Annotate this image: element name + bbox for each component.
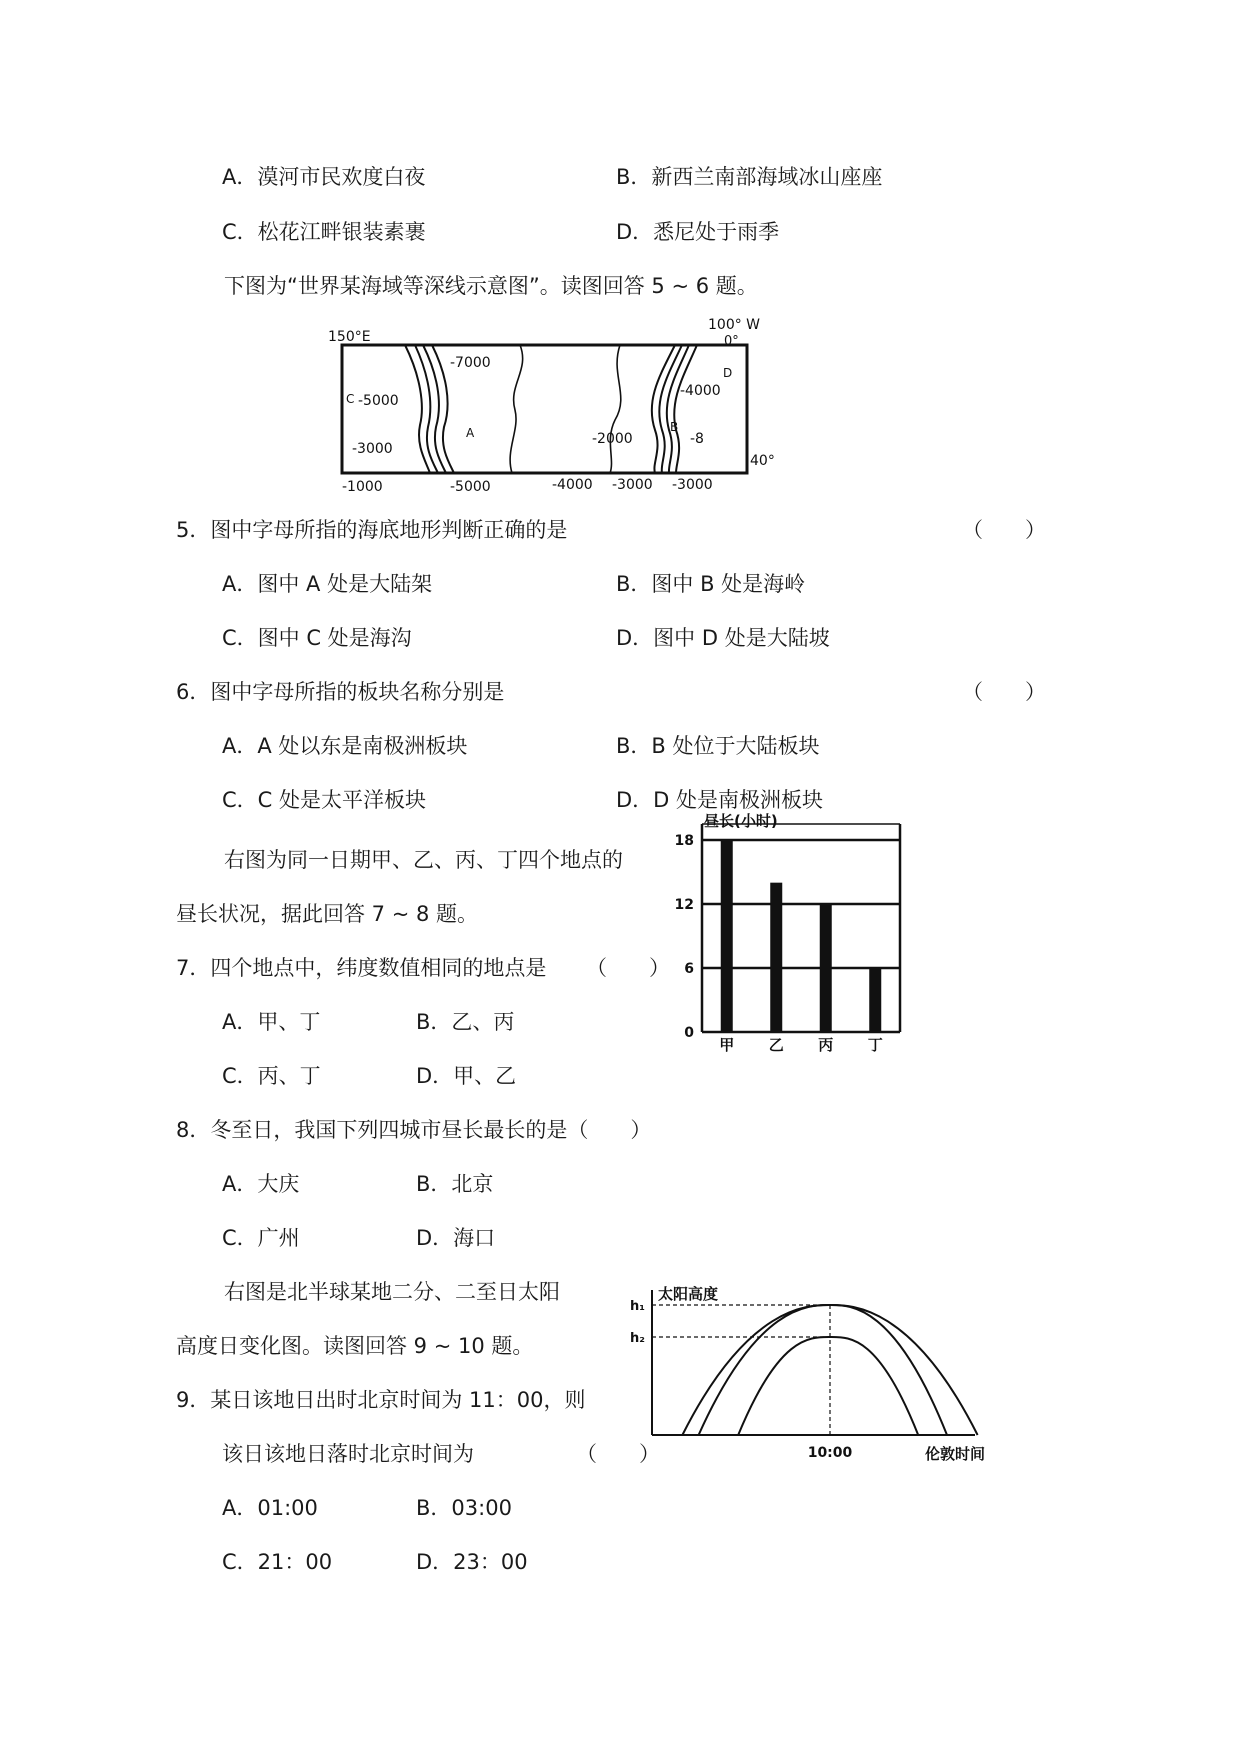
intro-9-10-line2: 高度日变化图。读图回答 9 ~ 10 题。 — [176, 1334, 534, 1358]
depth-contour-map — [320, 315, 775, 495]
q5-stem: 5．图中字母所指的海底地形判断正确的是 — [176, 518, 568, 542]
map-corner-tl-label: 150°E — [328, 329, 371, 345]
contour-label-4000: -4000 — [680, 383, 721, 399]
bottom-label-1: -1000 — [342, 479, 383, 495]
q6-answer-paren: （ ） — [962, 680, 1046, 704]
contour-label-3000: -3000 — [352, 441, 393, 457]
map-letter-a: A — [466, 426, 475, 440]
day-length-bar-chart — [660, 810, 920, 1060]
q6-option-d: D．D 处是南极洲板块 — [616, 788, 824, 812]
sun-chart-xlabel: 伦敦时间 — [925, 1445, 986, 1463]
q7-stem: 7．四个地点中，纬度数值相同的地点是 — [176, 956, 547, 980]
map-corner-br-label: 40° — [750, 453, 775, 469]
q4-option-a: A．漠河市民欢度白夜 — [222, 165, 426, 189]
q7-answer-paren: （ ） — [586, 956, 670, 980]
q6-option-b: B．B 处位于大陆板块 — [616, 734, 820, 758]
bar-1 — [721, 840, 733, 1032]
bar-2 — [770, 883, 782, 1032]
bar-chart-category-4: 丁 — [867, 1036, 883, 1054]
q9-option-a: A．01:00 — [222, 1496, 318, 1520]
q8-option-d: D．海口 — [416, 1226, 496, 1250]
q7-option-c: C．丙、丁 — [222, 1064, 321, 1088]
map-letter-c: C — [346, 392, 355, 406]
q7-option-b: B．乙、丙 — [416, 1010, 515, 1034]
contour-label-7000: -7000 — [450, 355, 491, 371]
intro-7-8-line2: 昼长状况，据此回答 7 ~ 8 题。 — [176, 902, 479, 926]
q9-stem-line2: 该日该地日落时北京时间为 — [222, 1442, 474, 1466]
bar-chart-ytick-0: 0 — [684, 1025, 694, 1041]
q6-option-a: A．A 处以东是南极洲板块 — [222, 734, 468, 758]
bottom-label-5: -3000 — [672, 477, 713, 493]
bottom-label-3: -4000 — [552, 477, 593, 493]
q6-option-c: C．C 处是太平洋板块 — [222, 788, 427, 812]
q8-option-b: B．北京 — [416, 1172, 494, 1196]
sun-chart-h-label-1: h₁ — [630, 1299, 645, 1314]
bar-4 — [869, 968, 881, 1032]
q9-option-c: C．21：00 — [222, 1550, 333, 1574]
q5-option-a: A．图中 A 处是大陆架 — [222, 572, 433, 596]
q9-option-b: B．03:00 — [416, 1496, 512, 1520]
intro-9-10-line1: 右图是北半球某地二分、二至日太阳 — [224, 1280, 560, 1304]
bar-chart-ytick-12: 12 — [674, 897, 694, 913]
bar-3 — [820, 904, 832, 1032]
q5-option-c: C．图中 C 处是海沟 — [222, 626, 412, 650]
map-letter-b: B — [670, 420, 679, 434]
q7-option-a: A．甲、丁 — [222, 1010, 321, 1034]
q5-option-b: B．图中 B 处是海岭 — [616, 572, 806, 596]
bottom-label-2: -5000 — [450, 479, 491, 495]
contour-label-2000: -2000 — [592, 431, 633, 447]
intro-7-8-line1: 右图为同一日期甲、乙、丙、丁四个地点的 — [224, 848, 623, 872]
q9-stem-line1: 9．某日该地日出时北京时间为 11：00，则 — [176, 1388, 586, 1412]
q8-stem: 8．冬至日，我国下列四城市昼长最长的是（ ） — [176, 1118, 652, 1142]
q4-option-d: D．悉尼处于雨季 — [616, 220, 780, 244]
map-corner-tr-label-2: 0° — [724, 334, 739, 349]
q8-option-a: A．大庆 — [222, 1172, 300, 1196]
q8-option-c: C．广州 — [222, 1226, 300, 1250]
sun-altitude-curve-3 — [738, 1337, 918, 1435]
bar-chart-ytick-18: 18 — [674, 833, 694, 849]
contour-label-8: -8 — [690, 431, 704, 447]
bar-chart-category-3: 丙 — [818, 1036, 834, 1054]
sun-altitude-chart — [630, 1285, 1020, 1465]
q4-option-c: C．松花江畔银装素裹 — [222, 220, 426, 244]
map-corner-tr-label-1: 100° W — [708, 317, 761, 333]
q5-option-d: D．图中 D 处是大陆坡 — [616, 626, 830, 650]
q7-option-d: D．甲、乙 — [416, 1064, 517, 1088]
sun-chart-ylabel: 太阳高度 — [658, 1285, 719, 1303]
q5-answer-paren: （ ） — [962, 518, 1046, 542]
bar-chart-ytick-6: 6 — [684, 961, 694, 977]
map-frame — [342, 345, 747, 473]
bottom-label-4: -3000 — [612, 477, 653, 493]
sun-chart-h-label-2: h₂ — [630, 1331, 645, 1346]
q6-stem: 6．图中字母所指的板块名称分别是 — [176, 680, 505, 704]
q9-option-d: D．23：00 — [416, 1550, 528, 1574]
sun-chart-xtick-1000: 10:00 — [807, 1445, 853, 1461]
contour-label-5000: -5000 — [358, 393, 399, 409]
q4-option-b: B．新西兰南部海域冰山座座 — [616, 165, 883, 189]
q9-answer-paren: （ ） — [576, 1442, 660, 1466]
bar-chart-category-1: 甲 — [719, 1036, 735, 1054]
map-letter-d: D — [723, 366, 733, 380]
intro-5-6: 下图为“世界某海域等深线示意图”。读图回答 5 ~ 6 题。 — [224, 274, 758, 298]
bar-chart-ylabel: 昼长(小时) — [704, 812, 778, 830]
bar-chart-category-2: 乙 — [768, 1036, 784, 1054]
